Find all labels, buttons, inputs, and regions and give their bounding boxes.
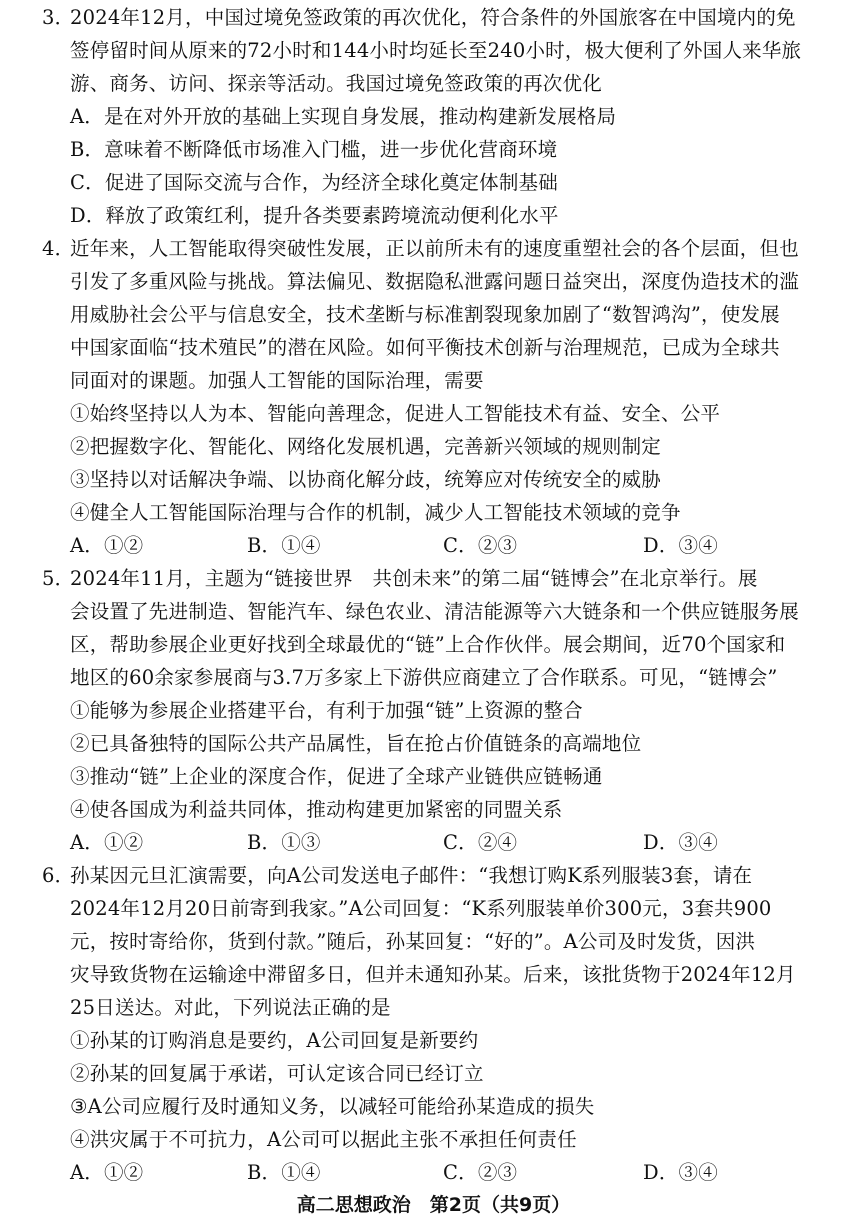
- statement-4: ④健全人工智能国际治理与合作的机制，减少人工智能技术领域的竞争: [70, 501, 681, 524]
- option-d: D．释放了政策红利，提升各类要素跨境流动便利化水平: [70, 204, 559, 227]
- question-line: [0, 68, 867, 100]
- choice-a: A．①②: [70, 1161, 144, 1184]
- question-stem-line: 近年来，人工智能取得突破性发展，正以前所未有的速度重塑社会的各个层面，但也: [70, 237, 799, 260]
- choice-b: B．①④: [247, 1161, 321, 1184]
- choice-b: B．①④: [247, 534, 321, 557]
- choices-row: [0, 1157, 867, 1189]
- statement-2: ②把握数字化、智能化、网络化发展机遇，完善新兴领域的规则制定: [70, 435, 662, 458]
- statement-line: [0, 695, 867, 727]
- question-line: [0, 332, 867, 364]
- question-stem-line: 地区的60余家参展商与3.7万多家上下游供应商建立了合作联系。可见，“链博会”: [70, 666, 778, 689]
- statement-line: [0, 497, 867, 529]
- statement-4: ④使各国成为利益共同体，推动构建更加紧密的同盟关系: [70, 798, 563, 821]
- question-line: [0, 233, 867, 265]
- question-line: [0, 959, 867, 991]
- choice-a: A．①②: [70, 534, 144, 557]
- statement-line: [0, 398, 867, 430]
- statement-1: ①孙某的订购消息是要约，A公司回复是新要约: [70, 1029, 479, 1052]
- statement-line: [0, 794, 867, 826]
- choice-d: D．③④: [643, 534, 718, 557]
- option-line: [0, 200, 867, 232]
- question-line: [0, 926, 867, 958]
- question-stem-line: 游、商务、访问、探亲等活动。我国过境免签政策的再次优化: [70, 72, 602, 95]
- statement-line: [0, 431, 867, 463]
- question-number: 3．: [42, 6, 75, 29]
- question-stem-line: 中国家面临“技术殖民”的潜在风险。如何平衡技术创新与治理规范，已成为全球共: [70, 336, 780, 359]
- question-number: 6．: [42, 864, 75, 887]
- statement-line: [0, 464, 867, 496]
- question-number: 4．: [42, 237, 75, 260]
- question-stem-line: 元，按时寄给你，货到付款。”随后，孙某回复：“好的”。A公司及时发货，因洪: [70, 930, 756, 953]
- question-line: [0, 893, 867, 925]
- question-stem-line: 用威胁社会公平与信息安全，技术垄断与标准割裂现象加剧了“数智鸿沟”，使发展: [70, 303, 780, 326]
- statement-2: ②已具备独特的国际公共产品属性，旨在抢占价值链条的高端地位: [70, 732, 642, 755]
- question-stem-line: 孙某因元旦汇演需要，向A公司发送电子邮件：“我想订购K系列服装3套，请在: [70, 864, 753, 887]
- choice-c: C．②③: [443, 534, 518, 557]
- statement-3: ③推动“链”上企业的深度合作，促进了全球产业链供应链畅通: [70, 765, 603, 788]
- question-line: [0, 365, 867, 397]
- question-line: [0, 266, 867, 298]
- statement-line: [0, 1091, 867, 1123]
- question-line: [0, 2, 867, 34]
- statement-line: [0, 761, 867, 793]
- question-line: [0, 563, 867, 595]
- question-stem-line: 签停留时间从原来的72小时和144小时均延长至240小时，极大便利了外国人来华旅: [70, 39, 802, 62]
- question-stem-line: 区，帮助参展企业更好找到全球最优的“链”上合作伙伴。展会期间，近70个国家和: [70, 633, 786, 656]
- choices-row: [0, 530, 867, 562]
- question-line: [0, 299, 867, 331]
- choices-row: [0, 827, 867, 859]
- statement-line: [0, 728, 867, 760]
- page-footer: 高二思想政治 第2页（共9页）: [296, 1194, 571, 1216]
- option-line: [0, 101, 867, 133]
- question-stem-line: 2024年12月，中国过境免签政策的再次优化，符合条件的外国旅客在中国境内的免: [70, 6, 796, 29]
- statement-line: [0, 1124, 867, 1156]
- statement-3: ③坚持以对话解决争端、以协商化解分歧，统筹应对传统安全的威胁: [70, 468, 662, 491]
- question-line: [0, 662, 867, 694]
- option-c: C．促进了国际交流与合作，为经济全球化奠定体制基础: [70, 171, 558, 194]
- question-line: [0, 860, 867, 892]
- choice-c: C．②③: [443, 1161, 518, 1184]
- statement-line: [0, 1058, 867, 1090]
- question-stem-line: 25日送达。对此，下列说法正确的是: [70, 996, 391, 1019]
- option-a: A．是在对外开放的基础上实现自身发展，推动构建新发展格局: [70, 105, 617, 128]
- option-b: B．意味着不断降低市场准入门槛，进一步优化营商环境: [70, 138, 558, 161]
- question-line: [0, 35, 867, 67]
- option-line: [0, 134, 867, 166]
- question-number: 5．: [42, 567, 75, 590]
- question-stem-line: 2024年12月20日前寄到我家。”A公司回复：“K系列服装单价300元，3套共900: [70, 897, 772, 920]
- statement-2: ②孙某的回复属于承诺，可认定该合同已经订立: [70, 1062, 484, 1085]
- statement-line: [0, 1025, 867, 1057]
- question-stem-line: 会设置了先进制造、智能汽车、绿色农业、清洁能源等六大链条和一个供应链服务展: [70, 600, 799, 623]
- statement-1: ①能够为参展企业搭建平台，有利于加强“链”上资源的整合: [70, 699, 583, 722]
- statement-3: ③A公司应履行及时通知义务，以减轻可能给孙某造成的损失: [70, 1095, 595, 1118]
- choice-a: A．①②: [70, 831, 144, 854]
- choice-d: D．③④: [643, 831, 718, 854]
- choice-c: C．②④: [443, 831, 518, 854]
- question-stem-line: 2024年11月，主题为“链接世界 共创未来”的第二届“链博会”在北京举行。展: [70, 567, 758, 590]
- statement-4: ④洪灾属于不可抗力，A公司可以据此主张不承担任何责任: [70, 1128, 577, 1151]
- option-line: [0, 167, 867, 199]
- question-stem-line: 灾导致货物在运输途中滞留多日，但并未通知孙某。后来，该批货物于2024年12月: [70, 963, 796, 986]
- choice-b: B．①③: [247, 831, 321, 854]
- question-line: [0, 629, 867, 661]
- choice-d: D．③④: [643, 1161, 718, 1184]
- question-line: [0, 992, 867, 1024]
- question-stem-line: 同面对的课题。加强人工智能的国际治理，需要: [70, 369, 484, 392]
- question-stem-line: 引发了多重风险与挑战。算法偏见、数据隐私泄露问题日益突出，深度伪造技术的滥: [70, 270, 799, 293]
- question-line: [0, 596, 867, 628]
- statement-1: ①始终坚持以人为本、智能向善理念，促进人工智能技术有益、安全、公平: [70, 402, 721, 425]
